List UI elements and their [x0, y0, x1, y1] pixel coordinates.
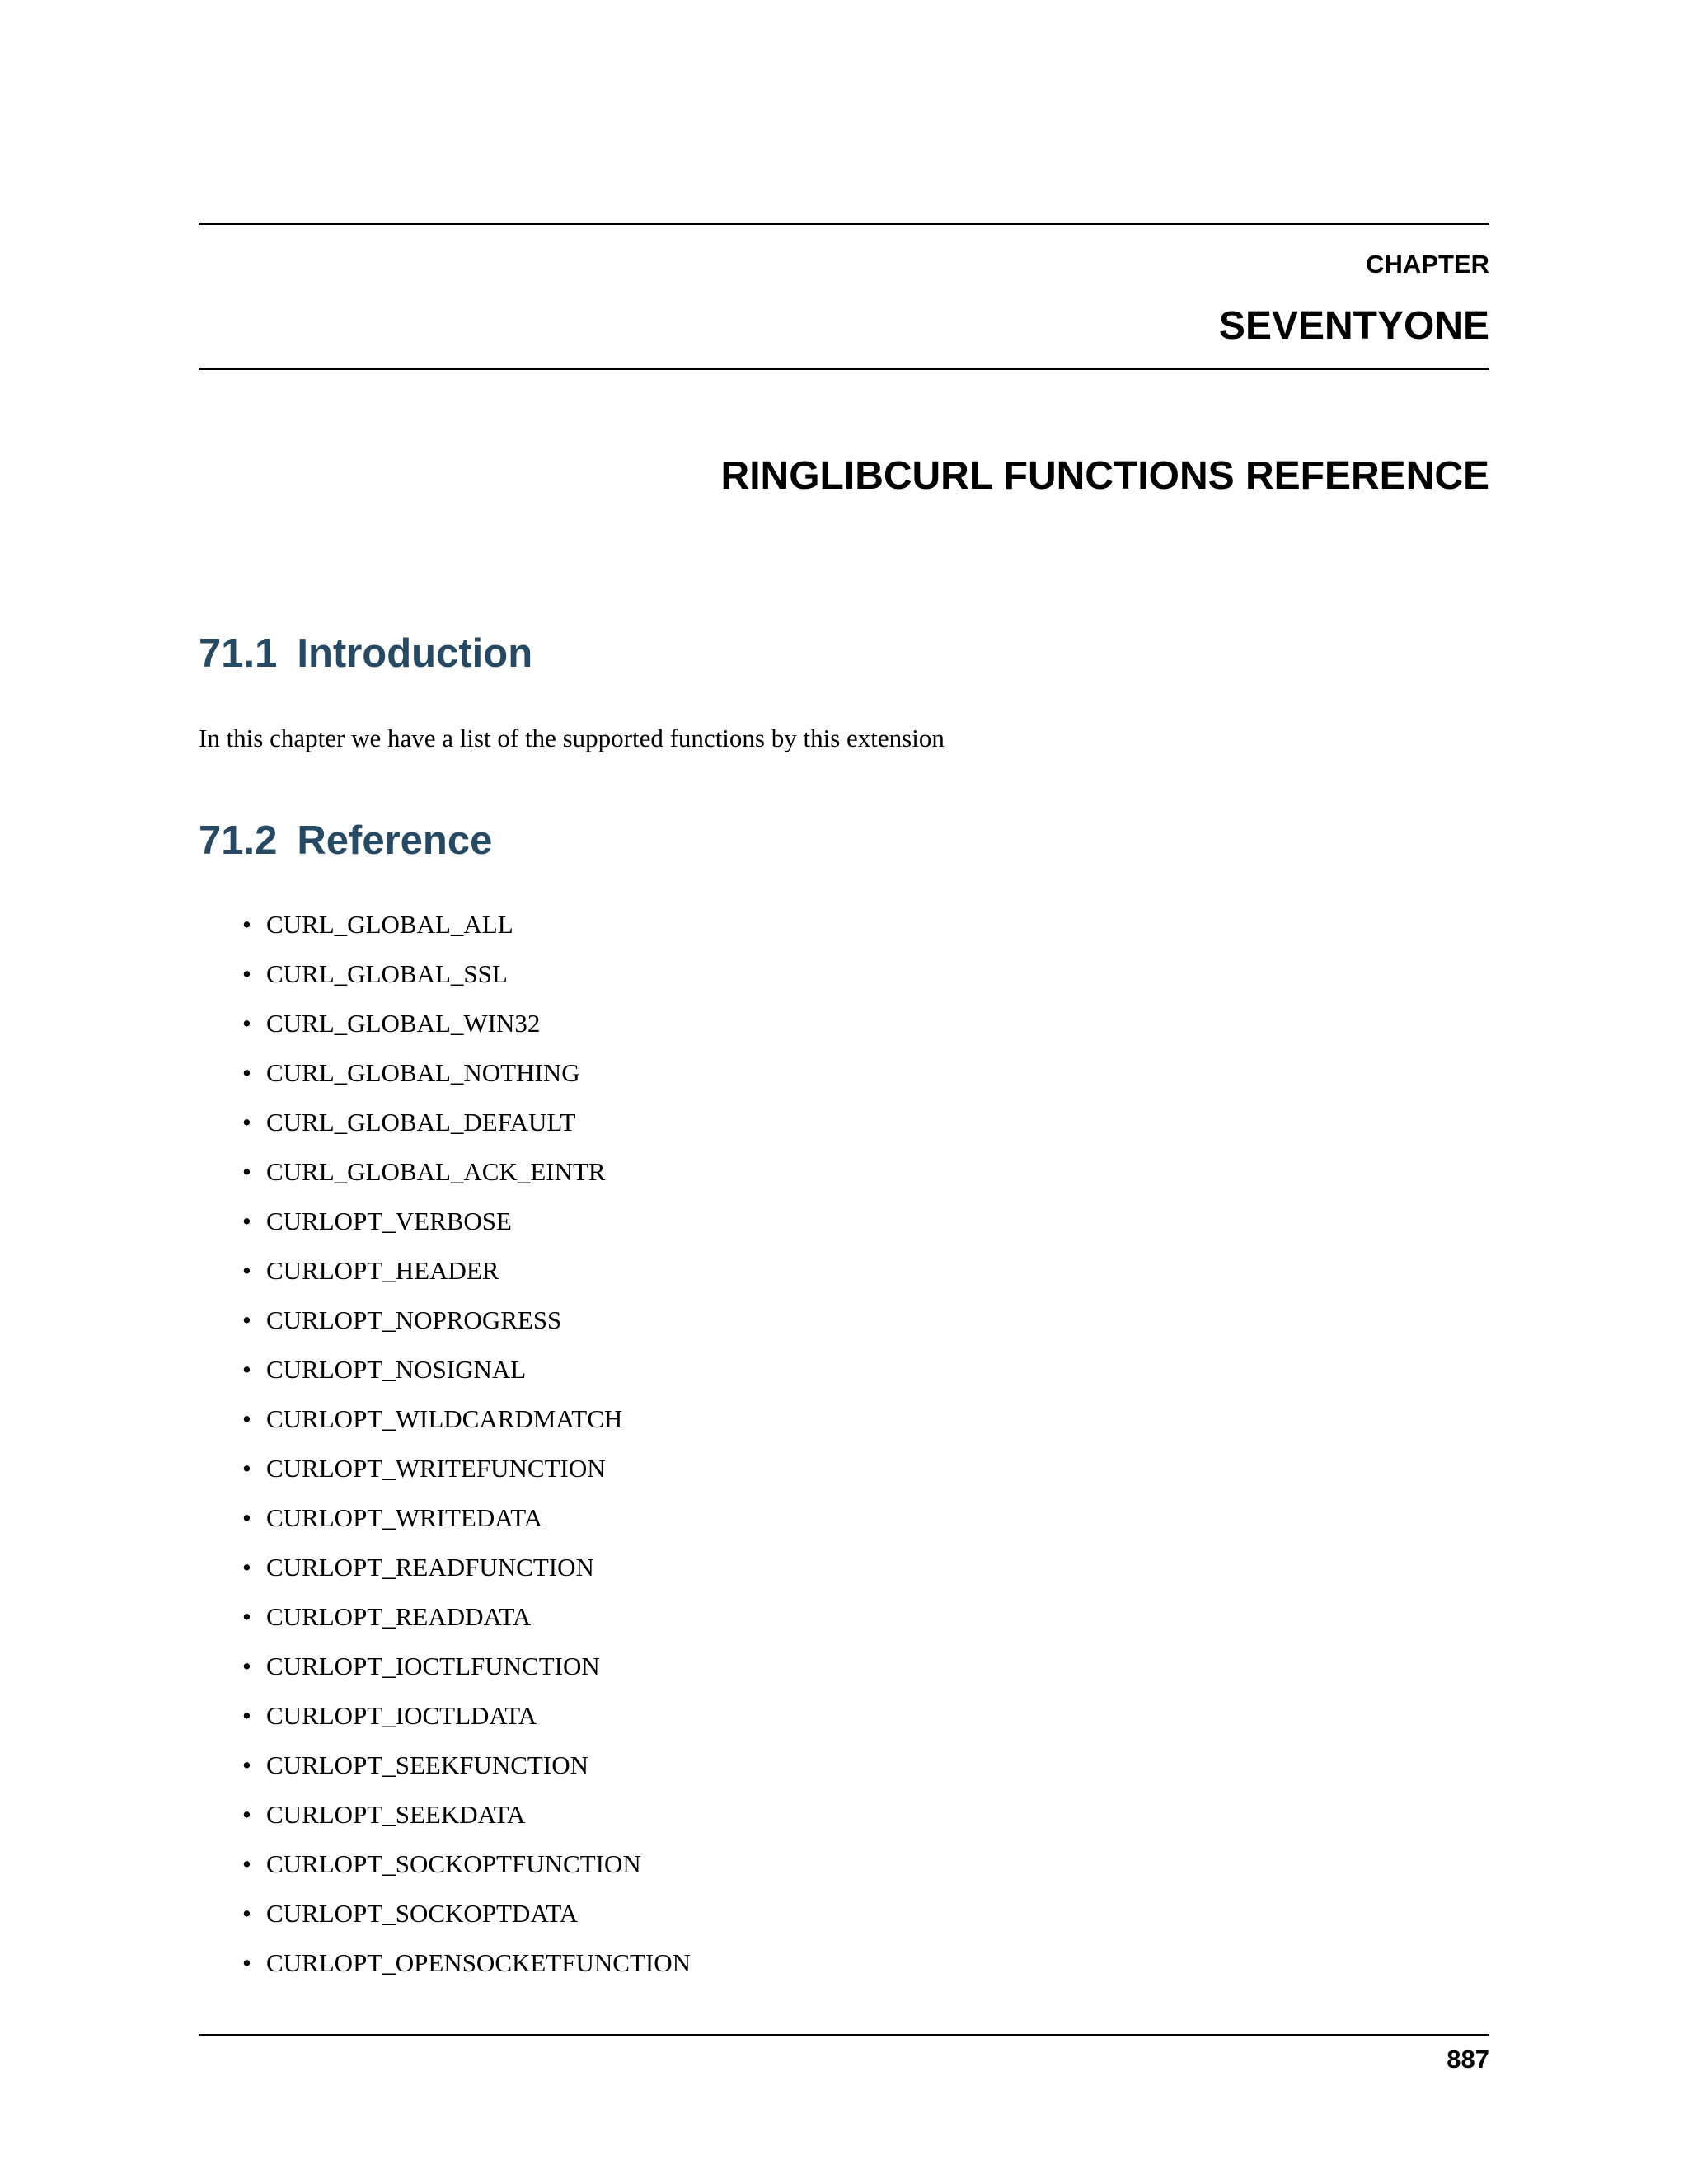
list-item: [199, 1601, 1489, 1650]
list-item-text: CURLOPT_WRITEDATA: [266, 1503, 543, 1532]
bullet-icon: •: [242, 1058, 251, 1087]
chapter-label: CHAPTER: [1366, 250, 1489, 279]
bullet-icon: •: [242, 1157, 251, 1186]
list-item: [199, 1699, 1489, 1749]
bullet-icon: •: [242, 1750, 251, 1779]
list-item: [199, 1403, 1489, 1452]
list-item-text: CURLOPT_OPENSOCKETFUNCTION: [266, 1948, 691, 1977]
list-item: [199, 1749, 1489, 1798]
bullet-icon: •: [242, 1009, 251, 1038]
chapter-bottom-rule: [199, 368, 1489, 370]
list-item-text: CURLOPT_SOCKOPTFUNCTION: [266, 1849, 641, 1878]
list-item-text: CURLOPT_WILDCARDMATCH: [266, 1404, 623, 1433]
list-item-text: CURLOPT_HEADER: [266, 1256, 499, 1285]
list-item-text: CURLOPT_NOPROGRESS: [266, 1305, 562, 1334]
bullet-icon: •: [242, 959, 251, 988]
list-item: [199, 1650, 1489, 1699]
section-number: 71.1: [199, 631, 278, 676]
bullet-icon: •: [242, 1553, 251, 1582]
list-item-text: CURLOPT_SEEKFUNCTION: [266, 1750, 588, 1779]
list-item: [199, 958, 1489, 1007]
section-title: Reference: [297, 818, 493, 863]
list-item-text: CURL_GLOBAL_WIN32: [266, 1009, 541, 1038]
bullet-icon: •: [242, 1652, 251, 1680]
list-item-text: CURL_GLOBAL_NOTHING: [266, 1058, 580, 1087]
list-item: [199, 1353, 1489, 1403]
list-item: [199, 1947, 1489, 1996]
bullet-icon: •: [242, 1355, 251, 1384]
list-item: [199, 1304, 1489, 1353]
bullet-icon: •: [242, 1108, 251, 1137]
bullet-icon: •: [242, 1800, 251, 1829]
list-item-text: CURLOPT_READDATA: [266, 1602, 532, 1631]
bullet-icon: •: [242, 1404, 251, 1433]
list-item-text: CURLOPT_READFUNCTION: [266, 1553, 594, 1582]
bullet-icon: •: [242, 1256, 251, 1285]
list-item-text: CURLOPT_IOCTLDATA: [266, 1701, 537, 1730]
chapter-title: RINGLIBCURL FUNCTIONS REFERENCE: [720, 454, 1489, 498]
list-item: [199, 1057, 1489, 1106]
section-heading-introduction: [199, 630, 532, 677]
bullet-icon: •: [242, 1454, 251, 1483]
bullet-icon: •: [242, 1849, 251, 1878]
list-item: [199, 1897, 1489, 1947]
list-item: [199, 1155, 1489, 1205]
footer-rule: [199, 2034, 1489, 2036]
bullet-icon: •: [242, 1305, 251, 1334]
bullet-icon: •: [242, 1503, 251, 1532]
chapter-number: SEVENTYONE: [1218, 304, 1489, 348]
list-item-text: CURLOPT_WRITEFUNCTION: [266, 1454, 606, 1483]
bullet-icon: •: [242, 1701, 251, 1730]
bullet-icon: •: [242, 1948, 251, 1977]
bullet-icon: •: [242, 1602, 251, 1631]
reference-list: [199, 908, 1489, 1996]
list-item: [199, 1007, 1489, 1057]
chapter-top-rule: [199, 223, 1489, 225]
bullet-icon: •: [242, 1899, 251, 1928]
list-item-text: CURLOPT_NOSIGNAL: [266, 1355, 527, 1384]
list-item: [199, 908, 1489, 958]
list-item: [199, 1848, 1489, 1897]
introduction-paragraph: In this chapter we have a list of the supported functions by this extension: [199, 724, 945, 752]
list-item: [199, 1254, 1489, 1304]
list-item: [199, 1798, 1489, 1848]
list-item-text: CURL_GLOBAL_SSL: [266, 959, 508, 988]
list-item-text: CURL_GLOBAL_ACK_EINTR: [266, 1157, 606, 1186]
list-item-text: CURL_GLOBAL_DEFAULT: [266, 1108, 576, 1137]
list-item: [199, 1106, 1489, 1155]
list-item: [199, 1502, 1489, 1551]
list-item: [199, 1452, 1489, 1502]
list-item-text: CURLOPT_IOCTLFUNCTION: [266, 1652, 600, 1680]
list-item: [199, 1205, 1489, 1254]
section-title: Introduction: [297, 631, 533, 676]
list-item-text: CURLOPT_SEEKDATA: [266, 1800, 526, 1829]
list-item-text: CURLOPT_VERBOSE: [266, 1207, 512, 1235]
section-number: 71.2: [199, 818, 278, 863]
list-item-text: CURL_GLOBAL_ALL: [266, 910, 513, 939]
list-item: [199, 1551, 1489, 1601]
section-heading-reference: [199, 817, 492, 865]
bullet-icon: •: [242, 1207, 251, 1235]
page-number: 887: [1447, 2045, 1489, 2074]
list-item-text: CURLOPT_SOCKOPTDATA: [266, 1899, 579, 1928]
bullet-icon: •: [242, 910, 251, 939]
